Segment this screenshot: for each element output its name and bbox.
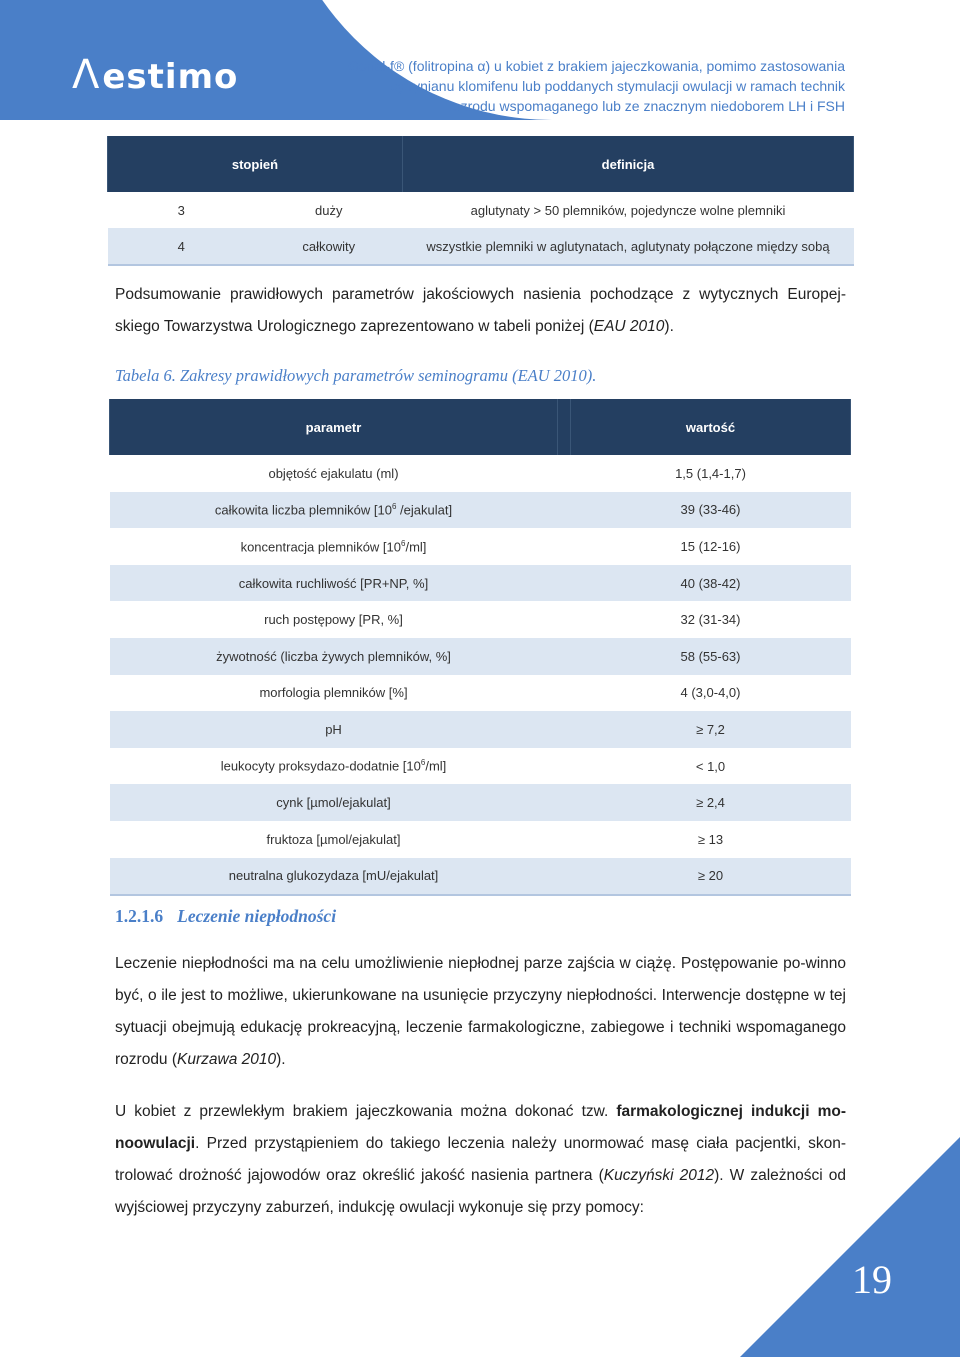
cell-grade: całkowity [255, 228, 403, 265]
cell-param: ruch postępowy [PR, %] [264, 612, 403, 628]
cell-param: całkowita ruchliwość [PR+NP, %] [110, 565, 558, 602]
header-stopien: stopień [108, 136, 403, 192]
table-row [110, 675, 851, 712]
citation: EAU 2010 [593, 318, 665, 335]
table-row [110, 748, 851, 785]
citation: Kurzawa 2010 [177, 1051, 277, 1068]
cell-param: pH [110, 711, 558, 748]
table-header-row [108, 136, 854, 192]
cell-num: 3 [177, 202, 185, 218]
table-row [110, 565, 851, 602]
table-row [110, 528, 851, 565]
header-parametr: parametr [110, 399, 558, 455]
paragraph-text: ). W zależności od wyjściowej przyczyny zaburzeń, indukcję owulacji wykonuje się przy pomocy: [115, 1167, 846, 1216]
table-row [110, 858, 851, 896]
header-spacer [558, 399, 571, 455]
cell-value: 4 (3,0-4,0) [680, 685, 741, 701]
cell-def: wszystkie plemniki w aglutynatach, aglutynaty połączone między sobą [403, 228, 854, 265]
cell-value: 58 (55-63) [571, 638, 851, 675]
table-header-row [110, 399, 851, 455]
cell-value: ≥ 13 [697, 831, 724, 847]
table-row [110, 711, 851, 748]
header-title-line: Gonal-f® (folitropina α) u kobiet z brakiem jajeczkowania, pomimo zastosowania [348, 58, 845, 74]
cell-value: < 1,0 [695, 758, 726, 774]
paragraph-treatment [115, 948, 846, 1076]
cell-value: ≥ 20 [571, 858, 851, 896]
bold-term: farmakologicznej indukcji mo-noowulacji [115, 1103, 846, 1152]
estimo-logo [72, 52, 238, 98]
cell-value: 1,5 (1,4-1,7) [675, 465, 746, 481]
cell-param: objętość ejakulatu (ml) [268, 465, 399, 481]
cell-value: 39 (33-46) [571, 492, 851, 529]
table-row [108, 228, 854, 265]
header-wartosc: wartość [571, 399, 851, 455]
table-row [108, 192, 854, 228]
cell-def: aglutynaty > 50 plemników, pojedyncze wolne plemniki [470, 202, 786, 218]
cell-param: koncentracja plemników $[10^6/ml]$ [240, 538, 427, 555]
header-title [285, 56, 845, 116]
cell-param: całkowita liczba plemników [$10^6$ /ejakulat] [110, 492, 558, 529]
seminogram-table [109, 399, 851, 896]
paragraph-summary [115, 279, 846, 343]
paragraph-text: . Przed przystąpieniem do takiego leczenia należy unormować masę ciała pacjentki, skon-trolować drożność jajowodów oraz określić jakość nasienia partnera ( [115, 1135, 846, 1184]
header-definicja: definicja [403, 136, 854, 192]
table-row [110, 821, 851, 858]
header-title-line: rozrodu wspomaganego lub ze znacznym niedoborem LH i FSH [448, 98, 845, 114]
table-row [110, 601, 851, 638]
paragraph-text: Podsumowanie prawidłowych parametrów jakościowych nasienia pochodzące z wytycznych Europej-skiego Towarzystwa Urologicznego zaprezentowano w tabeli poniżej ( [115, 286, 846, 335]
cell-value: 32 (31-34) [680, 612, 741, 628]
cell-param: żywotność (liczba żywych plemników, %] [110, 638, 558, 675]
cell-value: 15 (12-16) [680, 538, 741, 554]
cell-param: cynk [µmol/ejakulat] [110, 784, 558, 821]
citation: Kuczyński 2012 [603, 1167, 715, 1184]
agglutination-table [107, 136, 854, 266]
section-number: 1.2.1.6 [115, 906, 164, 926]
header-title-line: cytrynianu klomifenu lub poddanych stymulacji owulacji w ramach technik [390, 78, 845, 94]
cell-value: ≥ 2,4 [571, 784, 851, 821]
section-heading [115, 906, 336, 927]
cell-grade: duży [315, 202, 343, 218]
table-row [110, 784, 851, 821]
logo-text: estimo [102, 57, 239, 97]
table-caption: Tabela 6. Zakresy prawidłowych parametrów seminogramu (EAU 2010). [115, 366, 597, 385]
table-row [110, 638, 851, 675]
corner-triangle [740, 1137, 960, 1357]
cell-num: 4 [108, 228, 256, 265]
cell-param: leukocyty proksydazo-dodatnie $[10^6/ml]$ [220, 758, 447, 774]
cell-param: neutralna glukozydaza [mU/ejakulat] [110, 858, 558, 896]
paragraph-text: U kobiet z przewlekłym brakiem jajeczkowania można dokonać tzw. [115, 1103, 617, 1120]
paragraph-induction [115, 1096, 846, 1224]
table-row [110, 492, 851, 529]
page-number: 19 [852, 1257, 892, 1302]
section-title: Leczenie niepłodności [177, 906, 337, 926]
table-row [110, 455, 851, 492]
logo-mark: Λ [72, 52, 101, 98]
paragraph-end: ). [276, 1051, 286, 1068]
cell-value: ≥ 7,2 [571, 711, 851, 748]
cell-value: 40 (38-42) [571, 565, 851, 602]
cell-param: morfologia plemników [%] [259, 685, 408, 701]
paragraph-text: Leczenie niepłodności ma na celu umożliwienie niepłodnej parze zajścia w ciążę. Postępowanie po-winno być, o ile jest to możliwe, ukierunkowane na usunięcie przyczyny niepłodności. Interwencje dostępne w tej sytuacji obejmują edukację prokreacyjną, leczenie farmakologiczne, zabiegowe i techniki wspomaganego rozrodu ( [115, 955, 846, 1068]
cell-param: fruktoza [µmol/ejakulat] [266, 831, 401, 847]
paragraph-end: ). [664, 318, 674, 335]
